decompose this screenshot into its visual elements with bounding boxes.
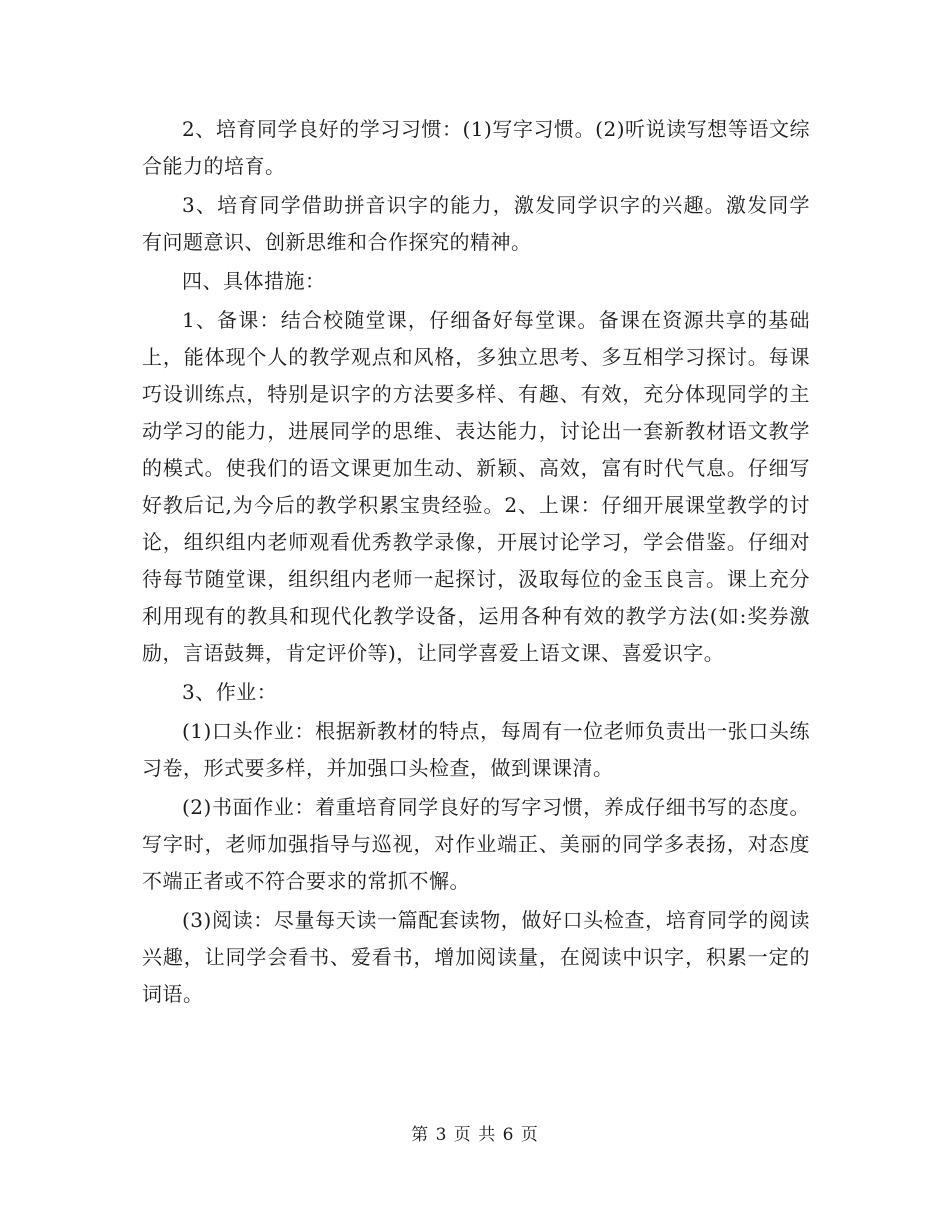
- document-body: [142, 111, 810, 1015]
- paragraph-lesson-prep: 1、备课：结合校随堂课，仔细备好每堂课。备课在资源共享的基础上，能体现个人的教学观点和风格，多独立思考、多互相学习探讨。每课巧设训练点，特别是识字的方法要多样、有趣、有效，充分体现同学的主动学习的能力，进展同学的思维、表达能力，讨论出一套新教材语文教学的模式。使我们的语文课更加生动、新颖、高效，富有时代气息。仔细写好教后记,为今后的教学积累宝贵经验。2、上课：仔细开展课堂教学的讨论，组织组内老师观看优秀教学录像，开展讨论学习，学会借鉴。仔细对待每节随堂课，组织组内老师一起探讨，汲取每位的金玉良言。课上充分利用现有的教具和现代化教学设备，运用各种有效的教学方法(如:奖券激励，言语鼓舞，肯定评价等)，让同学喜爱上语文课、喜爱识字。: [142, 308, 810, 665]
- paragraph-reading: (3)阅读：尽量每天读一篇配套读物，做好口头检查，培育同学的阅读兴趣，让同学会看书、爱看书，增加阅读量，在阅读中识字，积累一定的词语。: [142, 908, 810, 1006]
- paragraph-habits: 2、培育同学良好的学习习惯：(1)写字习惯。(2)听说读写想等语文综合能力的培育。: [142, 117, 810, 178]
- page-number-footer: 第 3 页 共 6 页: [411, 1125, 539, 1145]
- section-heading-measures: 四、具体措施：: [182, 269, 326, 293]
- paragraph-pinyin: 3、培育同学借助拼音识字的能力，激发同学识字的兴趣。激发同学有问题意识、创新思维和合作探究的精神。: [142, 193, 810, 254]
- paragraph-written-homework: (2)书面作业：着重培育同学良好的写字习惯，养成仔细书写的态度。写字时，老师加强指导与巡视，对作业端正、美丽的同学多表扬，对态度不端正者或不符合要求的常抓不懈。: [142, 795, 810, 893]
- paragraph-oral-homework: (1)口头作业：根据新教材的特点，每周有一位老师负责出一张口头练习卷，形式要多样，并加强口头检查，做到课课清。: [142, 719, 810, 780]
- subheading-homework: 3、作业：: [182, 680, 278, 704]
